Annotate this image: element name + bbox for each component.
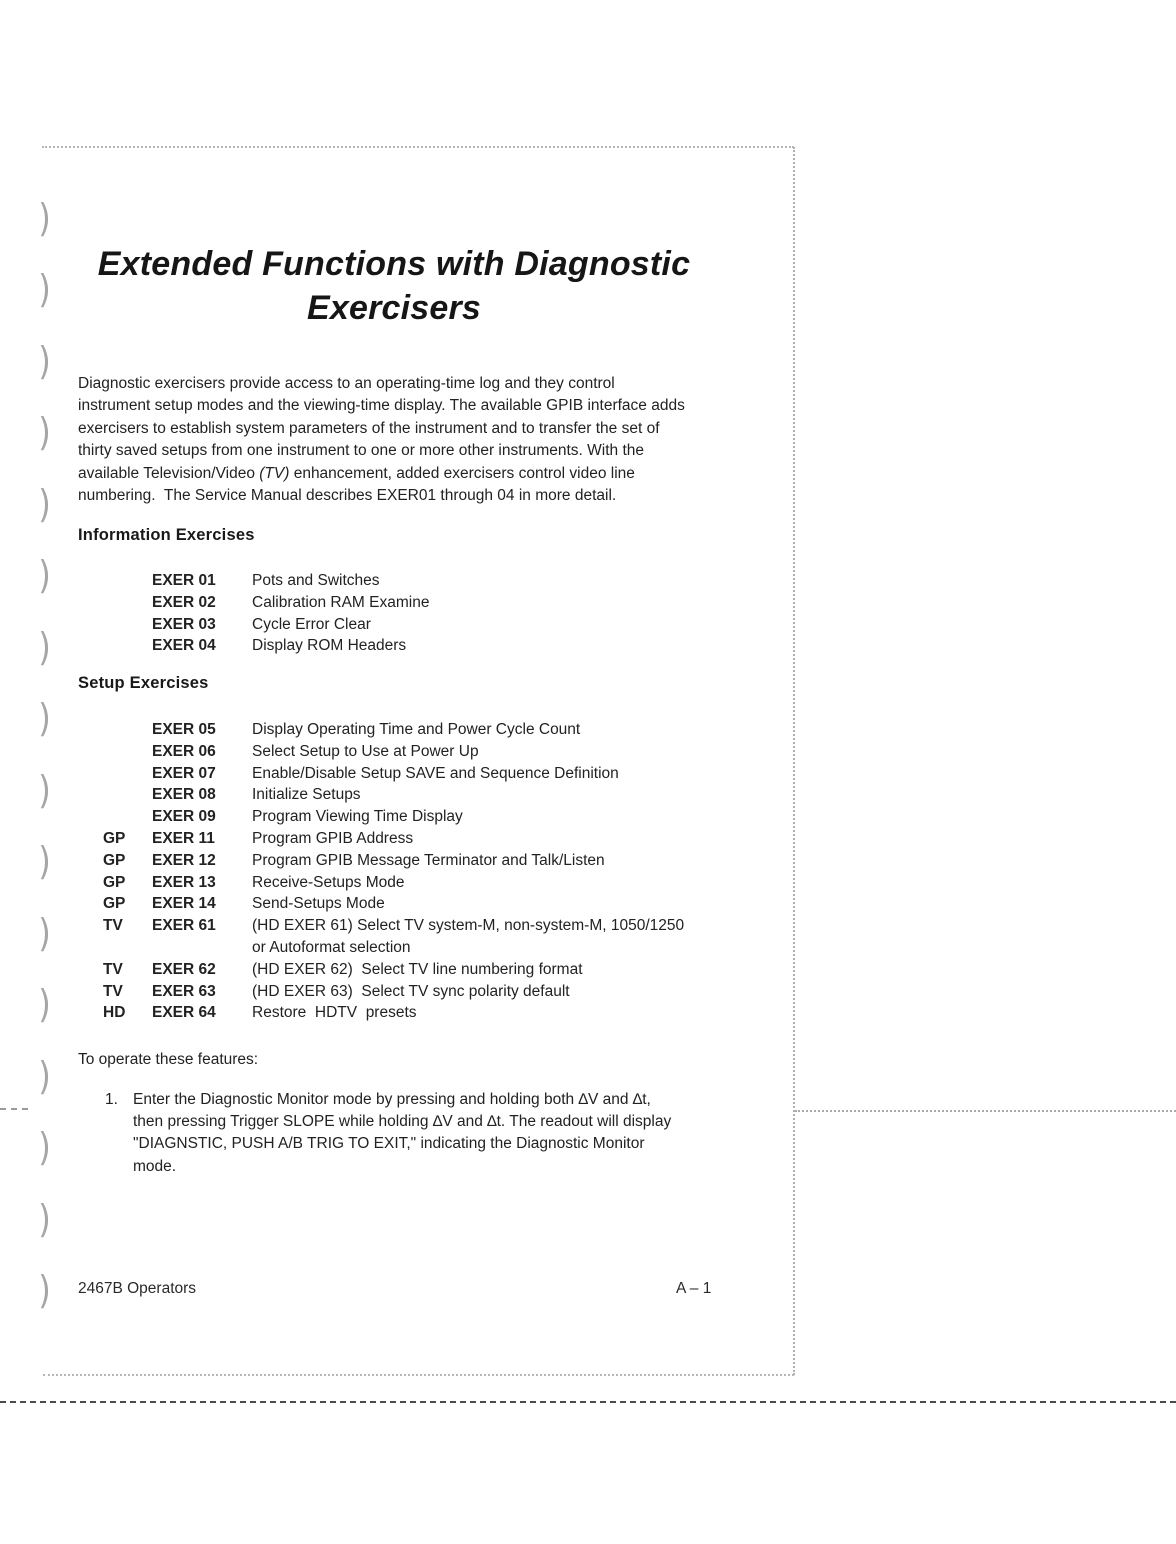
exercise-row [78, 828, 684, 850]
page-edge-bottom [43, 1374, 794, 1376]
binding-hole-mark: ) [38, 267, 51, 311]
exercise-prefix: GP [103, 851, 126, 869]
exercise-list-setup [78, 719, 684, 1024]
exercise-description: Initialize Setups [252, 786, 361, 804]
page-title-line2: Exercisers [306, 289, 482, 327]
section-heading-setup-exercises: Setup Exercises [78, 674, 209, 692]
exercise-description: Display Operating Time and Power Cycle Count [252, 721, 581, 738]
step-number: 1. [105, 1091, 118, 1108]
exercise-description: Program GPIB Message Terminator and Talk/Listen [252, 851, 605, 869]
exercise-row [78, 614, 429, 636]
intro-line: numbering. The Service Manual describes EXER01 through 04 in more detail. [78, 487, 617, 505]
exercise-code: EXER 12 [152, 851, 216, 869]
step-text-line: Enter the Diagnostic Monitor mode by pressing and holding both ∆V and ∆t, [133, 1091, 651, 1108]
exercise-prefix: TV [103, 917, 123, 935]
binding-hole-mark: ) [38, 625, 51, 669]
exercise-code: EXER 63 [152, 982, 216, 1000]
scan-crease-line-right [795, 1110, 1176, 1112]
exercise-prefix: TV [103, 960, 123, 978]
binding-hole-mark: ) [38, 839, 51, 883]
exercise-description: Program GPIB Address [252, 829, 414, 847]
exercise-row [78, 872, 684, 894]
exercise-code: EXER 13 [152, 873, 216, 891]
intro-line: instrument setup modes and the viewing-time display. The available GPIB interface adds [78, 397, 685, 415]
intro-line5-post: enhancement, added exercisers control video line [289, 464, 635, 482]
exercise-code: EXER 08 [152, 786, 216, 804]
exercise-row [78, 719, 684, 741]
exercise-prefix: GP [103, 895, 126, 913]
footer-doc-title: 2467B Operators [78, 1280, 197, 1297]
exercise-description: Receive-Setups Mode [252, 873, 405, 891]
binding-hole-mark: ) [38, 1125, 51, 1169]
exercise-row [78, 1002, 684, 1024]
exercise-description: Select Setup to Use at Power Up [252, 742, 479, 760]
exercise-code: EXER 14 [152, 895, 216, 913]
exercise-code: EXER 62 [152, 960, 216, 978]
binding-hole-mark: ) [38, 1197, 51, 1241]
exercise-code: EXER 64 [152, 1004, 216, 1022]
exercise-code: EXER 07 [152, 764, 216, 782]
page-title [78, 242, 710, 330]
intro-line [78, 463, 685, 485]
binding-hole-mark: ) [38, 1054, 51, 1098]
binding-hole-mark: ) [38, 410, 51, 454]
footer-page-number: A – 1 [676, 1280, 712, 1297]
binding-hole-mark: ) [38, 1268, 51, 1312]
exercise-code: EXER 01 [152, 572, 216, 589]
page-edge-right [793, 147, 795, 1375]
exercise-description: Enable/Disable Setup SAVE and Sequence Definition [252, 764, 619, 782]
binding-hole-mark: ) [38, 911, 51, 955]
exercise-prefix: GP [103, 829, 126, 847]
exercise-prefix: GP [103, 873, 126, 891]
exercise-description-line1: (HD EXER 61) Select TV system-M, non-system-M, 1050/1250 [252, 917, 685, 935]
intro-line5-pre: available Television/Video [78, 464, 260, 482]
binding-hole-mark: ) [38, 339, 51, 383]
exercise-description: Send-Setups Mode [252, 895, 385, 913]
binding-hole-mark: ) [38, 696, 51, 740]
exercise-description: Cycle Error Clear [252, 615, 371, 633]
binding-hole-mark: ) [38, 768, 51, 812]
exercise-code: EXER 11 [152, 829, 215, 847]
intro-line: thirty saved setups from one instrument to one or more other instruments. With the [78, 442, 644, 460]
exercise-row [78, 981, 684, 1003]
scan-crease-line-left [0, 1108, 28, 1110]
exercise-row [78, 763, 684, 785]
step-text-line: mode. [133, 1157, 177, 1175]
binding-hole-mark: ) [38, 196, 51, 240]
exercise-prefix: HD [103, 1004, 126, 1022]
intro-paragraph [78, 373, 685, 507]
exercise-description-line2: or Autoformat selection [252, 938, 411, 956]
exercise-row [78, 784, 684, 806]
exercise-code: EXER 04 [152, 637, 216, 655]
exercise-description: (HD EXER 63) Select TV sync polarity default [252, 982, 570, 1000]
exercise-description: Program Viewing Time Display [252, 808, 463, 826]
exercise-prefix: TV [103, 982, 123, 1000]
exercise-code: EXER 06 [152, 742, 216, 760]
scan-bed-edge-line [0, 1401, 1176, 1403]
binding-hole-mark: ) [38, 553, 51, 597]
exercise-description: Calibration RAM Examine [252, 593, 430, 611]
exercise-description: Pots and Switches [252, 572, 380, 589]
page-title-line1: Extended Functions with Diagnostic [97, 245, 691, 283]
exercise-code: EXER 03 [152, 615, 216, 633]
exercise-row [78, 570, 429, 592]
exercise-row [78, 915, 684, 959]
step-text-line: then pressing Trigger SLOPE while holding ∆V and ∆t. The readout will display [133, 1113, 672, 1131]
exercise-row [78, 893, 684, 915]
intro-line: Diagnostic exercisers provide access to an operating-time log and they control [78, 375, 615, 392]
page-edge-top [42, 146, 794, 148]
exercise-code: EXER 61 [152, 917, 216, 935]
section-heading-information-exercises: Information Exercises [78, 526, 255, 544]
exercise-row [78, 592, 429, 614]
exercise-description: Display ROM Headers [252, 637, 407, 655]
exercise-list-information [78, 570, 429, 657]
exercise-row [78, 741, 684, 763]
exercise-row [78, 959, 684, 981]
step-text [133, 1089, 671, 1178]
binding-hole-mark: ) [38, 982, 51, 1026]
binding-hole-mark: ) [38, 482, 51, 526]
exercise-description: Restore HDTV presets [252, 1004, 417, 1022]
exercise-row [78, 850, 684, 872]
exercise-description [252, 915, 684, 959]
step-text-line: "DIAGNSTIC, PUSH A/B TRIG TO EXIT," indicating the Diagnostic Monitor [133, 1135, 645, 1153]
exercise-row [78, 635, 429, 657]
operate-intro: To operate these features: [78, 1051, 259, 1068]
step-item [105, 1089, 671, 1178]
tv-abbreviation: (TV) [259, 464, 290, 482]
exercise-code: EXER 02 [152, 593, 216, 611]
exercise-code: EXER 05 [152, 721, 216, 738]
exercise-code: EXER 09 [152, 808, 216, 826]
exercise-row [78, 806, 684, 828]
exercise-description: (HD EXER 62) Select TV line numbering format [252, 960, 583, 978]
intro-line: exercisers to establish system parameters of the instrument and to transfer the set of [78, 419, 660, 437]
